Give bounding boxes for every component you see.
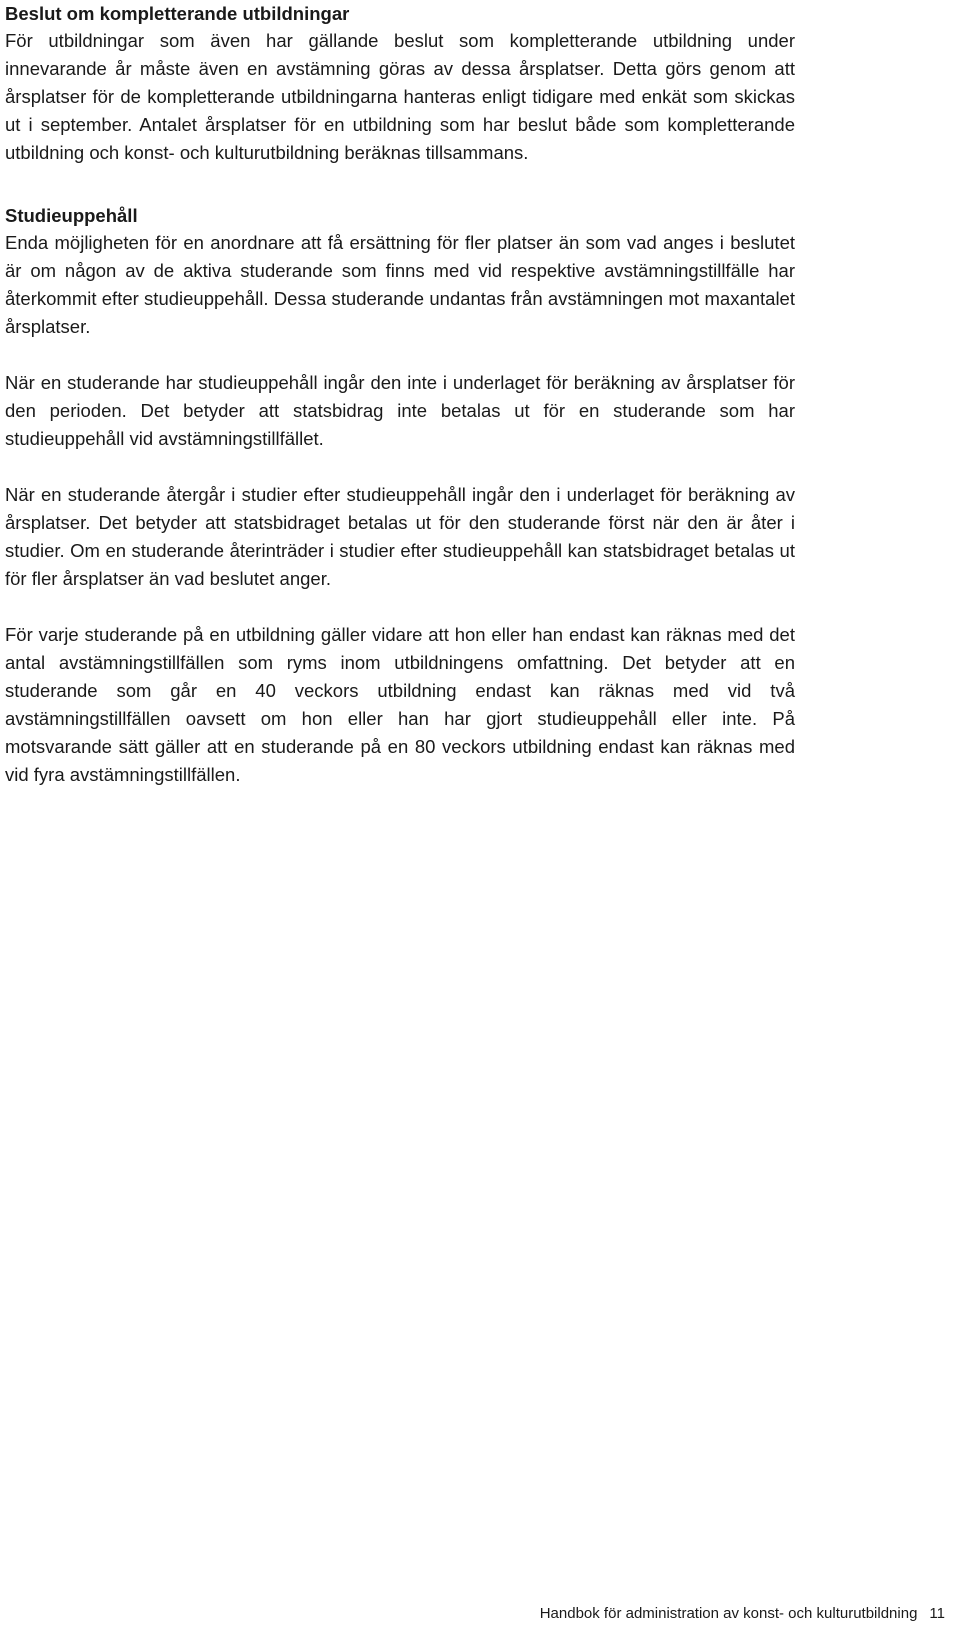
section-heading: Studieuppehåll [5, 205, 138, 226]
paragraph: För varje studerande på en utbildning gäller vidare att hon eller han endast kan räknas med det antal avstämningstillfällen som ryms inom utbildningens omfattning. Det betyder att en studerande som går en 40 veckors utbildning endast kan räknas med vid två avstämningstillfällen oavsett om hon eller han har gjort studieuppehåll eller inte. På motsvarande sätt gäller att en studerande på en 80 veckors utbildning endast kan räknas med vid fyra avstämningstillfällen. [5, 624, 795, 785]
section-kompletterande [5, 0, 795, 167]
paragraph: När en studerande har studieuppehåll ingår den inte i underlaget för beräkning av årsplatser för den perioden. Det betyder att statsbidrag inte betalas ut för en studerande som har studieuppehåll vid avstämningstillfället. [5, 372, 795, 449]
page-number: 11 [929, 1605, 945, 1622]
section-heading: Beslut om kompletterande utbildningar [5, 3, 350, 24]
paragraph: Enda möjligheten för en anordnare att få ersättning för fler platser än som vad anges i beslutet är om någon av de aktiva studerande som finns med vid respektive avstämningstillfälle har återkommit efter studieuppehåll. Dessa studerande undantas från avstämningen mot maxantalet årsplatser. [5, 232, 795, 337]
footer-title: Handbok för administration av konst- och kulturutbildning [539, 1605, 918, 1622]
paragraph: När en studerande återgår i studier efter studieuppehåll ingår den i underlaget för beräkning av årsplatser. Det betyder att statsbidraget betalas ut för den studerande först när den är åter i studier. Om en studerande återinträder i studier efter studieuppehåll kan statsbidraget betalas ut för fler årsplatser än vad beslutet anger. [5, 484, 795, 589]
paragraph: För utbildningar som även har gällande beslut som kompletterande utbildning under innevarande år måste även en avstämning göras av dessa årsplatser. Detta görs genom att årsplatser för de kompletterande utbildningarna hanteras enligt tidigare med enkät som skickas ut i september. Antalet årsplatser för en utbildning som har beslut både som kompletterande utbildning och konst- och kulturutbildning beräknas tillsammans. [5, 30, 795, 163]
section-studieuppehall [5, 202, 795, 789]
page-footer [540, 1605, 945, 1623]
document-body [5, 0, 795, 789]
